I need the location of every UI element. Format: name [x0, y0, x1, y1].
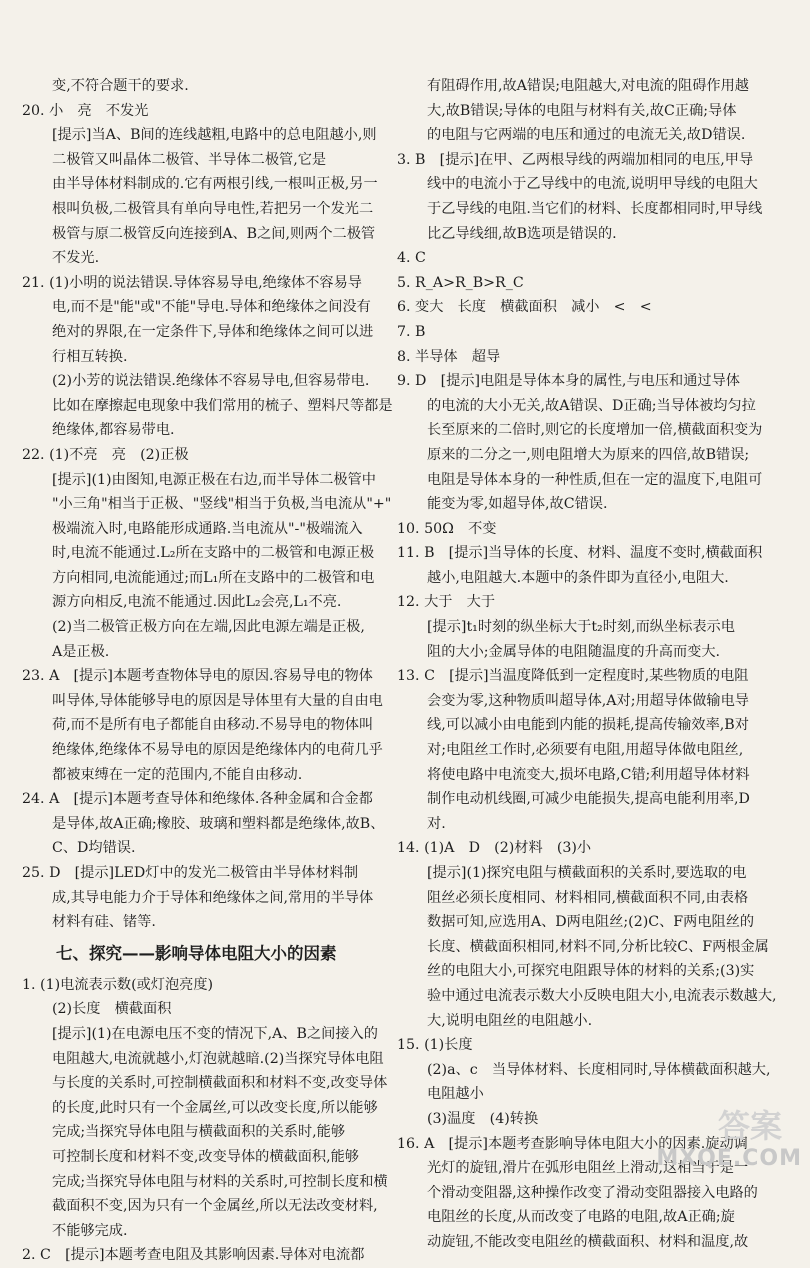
answer-text-line: [提示](1)在电源电压不变的情况下,A、B之间接入的 [52, 1025, 378, 1042]
answer-item-line: 6. 变大 长度 横截面积 减小 < < [397, 299, 652, 316]
answer-text-line: 比如在摩擦起电现象中我们常用的梳子、塑料尺等都是 [52, 397, 393, 414]
answer-text-line: 绝缘体,绝缘体不易导电的原因是绝缘体内的电荷几乎 [52, 742, 383, 759]
answer-text-line: 电阻越大,电流就越小,灯泡就越暗.(2)当探究导体电阻 [52, 1050, 384, 1067]
answer-text-line: 由半导体材料制成的.它有两根引线,一根叫正极,另一 [52, 176, 378, 193]
answer-text-line: 阻丝必须长度相同、材料相同,横截面积不同,由表格 [427, 889, 749, 906]
answer-text-line: 电阻越小 [427, 1086, 484, 1103]
answer-item-line: 16. A [提示]本题考查影响导体电阻大小的因素.旋动调 [397, 1135, 748, 1152]
answer-item-line: 12. 大于 大于 [397, 594, 496, 611]
answer-item-line: 10. 50Ω 不变 [397, 520, 497, 537]
answer-item-line: 14. (1)A D (2)材料 (3)小 [397, 840, 592, 857]
answer-text-line: 都被束缚在一定的范围内,不能自由移动. [52, 766, 303, 783]
answer-item-line: 20. 小 亮 不发光 [22, 102, 149, 119]
answer-text-line: 荷,而不是所有电子都能自由移动.不易导电的物体叫 [52, 717, 374, 734]
answer-text-line: 极管与原二极管反向连接到A、B之间,则两个二极管 [52, 225, 376, 242]
answer-text-line: 长至原来的二倍时,则它的长度增加一倍,横截面积变为 [427, 422, 763, 439]
answer-text-line: 极端流入时,电路能形成通路.当电流从"-"极端流入 [52, 520, 363, 537]
answer-text-line: 完成;当探究导体电阻与横截面积的关系时,能够 [52, 1124, 346, 1141]
answer-text-line: 材料有硅、锗等. [52, 914, 156, 931]
answer-text-line: 的长度,此时只有一个金属丝,可以改变长度,所以能够 [52, 1099, 378, 1116]
answer-item-line: 25. D [提示]LED灯中的发光二极管由半导体材料制 [22, 865, 359, 881]
answer-text-line: 不能够完成. [52, 1222, 128, 1239]
answer-item-line: 11. B [提示]当导体的长度、材料、温度不变时,横截面积 [397, 545, 763, 562]
answer-text-line: 与长度的关系时,可控制横截面积和材料不变,改变导体 [52, 1075, 388, 1092]
answer-item-line: 5. R_A>R_B>R_C [397, 274, 524, 291]
section-heading: 七、探究——影响导体电阻大小的因素 [56, 943, 337, 963]
answer-item-line: 22. (1)不亮 亮 (2)正极 [22, 446, 189, 463]
answer-text-line: 个滑动变阻器,这种操作改变了滑动变阻器接入电路的 [427, 1184, 758, 1201]
answer-text-line: 电阻丝的长度,从而改变了电路的电阻,故A正确;旋 [427, 1209, 735, 1226]
answer-text-line: 不发光. [52, 250, 100, 267]
answer-text-line: 可控制长度和材料不变,改变导体的横截面积,能够 [52, 1148, 359, 1165]
answer-text-line: (2)长度 横截面积 [52, 1001, 172, 1018]
answer-text-line: 比乙导线细,故B选项是错误的. [427, 225, 617, 242]
answer-text-line: [提示](1)由图知,电源正极在右边,而半导体二极管中 [52, 471, 376, 488]
answer-text-line: 有阻碍作用,故A错误;电阻越大,对电流的阻碍作用越 [427, 78, 749, 94]
answer-text-line: 长度、横截面积相同,材料不同,分析比较C、F两根金属 [427, 938, 769, 955]
answer-text-line: 方向相同,电流能通过;而L₁所在支路中的二极管和电 [52, 569, 375, 586]
answer-text-line: A是正极. [52, 643, 110, 660]
answer-text-line: 验中通过电流表示数大小反映电阻大小,电流表示数越大, [427, 987, 777, 1004]
answer-text-line: (2)小芳的说法错误.绝缘体不容易导电,但容易带电. [52, 373, 370, 390]
answer-text-line: [提示]当A、B间的连线越粗,电路中的总电阻越小,则 [52, 127, 377, 144]
answer-text-line: 绝缘体,都容易带电. [52, 422, 175, 439]
answer-text-line: 对. [427, 815, 446, 832]
answer-text-line: C、D均错误. [52, 840, 136, 857]
answer-text-line: 会变为零,这种物质叫超导体,A对;用超导体做输电导 [427, 692, 749, 709]
answer-text-line: 源方向相反,电流不能通过.因此L₂会亮,L₁不亮. [52, 594, 342, 611]
answer-item-line: 15. (1)长度 [397, 1037, 473, 1054]
answer-text-line: 完成;当探究导体电阻与材料的关系时,可控制长度和横 [52, 1173, 388, 1190]
answer-text-line: 截面积不变,因为只有一个金属丝,所以无法改变材料, [52, 1198, 378, 1215]
answer-text-line: 动旋钮,不能改变电阻丝的横截面积、材料和温度,故 [427, 1233, 749, 1250]
answer-text-line: (3)温度 (4)转换 [427, 1110, 539, 1127]
answer-item-line: 1. (1)电流表示数(或灯泡亮度) [22, 976, 214, 993]
answer-text-line: 阻的大小;金属导体的电阻随温度的升高而变大. [427, 643, 721, 660]
answer-text-line: 电阻是导体本身的一种性质,但在一定的温度下,电阻可 [427, 471, 763, 488]
answer-text-line: 线,可以减小由电能到内能的损耗,提高传输效率,B对 [427, 717, 749, 734]
answer-text-line: 叫导体,导体能够导电的原因是导体里有大量的自由电 [52, 692, 383, 709]
answer-text-line: 时,电流不能通过.L₂所在支路中的二极管和电源正极 [52, 545, 375, 562]
answer-text-line: 电,而不是"能"或"不能"导电.导体和绝缘体之间没有 [52, 299, 371, 316]
answer-item-line: 3. B [提示]在甲、乙两根导线的两端加相同的电压,甲导 [397, 151, 754, 168]
answer-text-line: 根叫负极,二极管具有单向导电性,若把另一个发光二 [52, 200, 374, 217]
answer-text-line: 对;电阻丝工作时,必须要有电阻,用超导体做电阻丝, [427, 742, 744, 759]
answer-text-line: 成,其导电能力介于导体和绝缘体之间,常用的半导体 [52, 889, 374, 906]
answer-item-line: 24. A [提示]本题考查导体和绝缘体.各种金属和合金都 [22, 791, 373, 808]
answer-text-line: "小三角"相当于正极、"竖线"相当于负极,当电流从"+" [52, 496, 392, 513]
right-column [397, 74, 785, 1255]
answer-text-line: 的电流的大小无关,故A错误、D正确;当导体被均匀拉 [427, 397, 756, 414]
answer-text-line: 的电阻与它两端的电压和通过的电流无关,故D错误. [427, 127, 746, 144]
answer-item-line: 4. C [397, 250, 426, 267]
answer-text-line: 越小,电阻越大.本题中的条件即为直径小,电阻大. [427, 569, 729, 586]
answer-text-line: 将使电路中电流变大,损坏电路,C错;利用超导体材料 [427, 766, 750, 783]
answer-item-line: 8. 半导体 超导 [397, 348, 501, 365]
answer-text-line: 变,不符合题干的要求. [52, 78, 189, 94]
answer-text-line: 二极管又叫晶体二极管、半导体二极管,它是 [52, 151, 327, 168]
answer-text-line: 于乙导线的电阻.当它们的材料、长度都相同时,甲导线 [427, 200, 763, 217]
watermark-logo: 答案 [717, 1107, 782, 1145]
answer-text-line: [提示]t₁时刻的纵坐标大于t₂时刻,而纵坐标表示电 [427, 619, 735, 636]
answer-text-line: (2)a、c 当导体材料、长度相同时,导体横截面积越大, [427, 1061, 771, 1078]
answer-text-line: 绝对的界限,在一定条件下,导体和绝缘体之间可以进 [52, 323, 374, 340]
answer-text-line: 线中的电流小于乙导线中的电流,说明甲导线的电阻大 [427, 176, 758, 193]
answer-text-line: 制作电动机线圈,可减少电能损失,提高电能利用率,D [427, 791, 750, 808]
answer-text-line: 行相互转换. [52, 348, 128, 365]
watermark-text: MXQE.COM [656, 1146, 802, 1171]
answer-text-line: [提示](1)探究电阻与横截面积的关系时,要选取的电 [427, 865, 747, 881]
answer-item-line: 13. C [提示]当温度降低到一定程度时,某些物质的电阻 [397, 668, 749, 685]
answer-text-line: 能变为零,如超导体,故C错误. [427, 496, 608, 513]
answer-text-line: 光灯的旋钮,滑片在弧形电阻丝上滑动,这相当于是一 [427, 1160, 749, 1177]
answer-text-line: (2)当二极管正极方向在左端,因此电源左端是正极, [52, 619, 365, 636]
answer-item-line: 9. D [提示]电阻是导体本身的属性,与电压和通过导体 [397, 373, 740, 390]
left-column [22, 74, 394, 1268]
answer-text-line: 数据可知,应选用A、D两电阻丝;(2)C、F两电阻丝的 [427, 914, 755, 931]
answer-item-line: 7. B [397, 323, 426, 340]
answer-text-line: 丝的电阻大小,可探究电阻跟导体的材料的关系;(3)实 [427, 963, 755, 980]
answer-item-line: 23. A [提示]本题考查物体导电的原因.容易导电的物体 [22, 668, 373, 685]
answer-text-line: 原来的二分之一,则电阻增大为原来的四倍,故B错误; [427, 446, 750, 463]
answer-item-line: 2. C [提示]本题考查电阻及其影响因素.导体对电流都 [22, 1247, 365, 1264]
answer-item-line: 21. (1)小明的说法错误.导体容易导电,绝缘体不容易导 [22, 274, 362, 291]
answer-text-line: 大,故B错误;导体的电阻与材料有关,故C正确;导体 [427, 102, 737, 119]
answer-text-line: 大,说明电阻丝的电阻越小. [427, 1012, 593, 1029]
answer-text-line: 是导体,故A正确;橡胶、玻璃和塑料都是绝缘体,故B、 [52, 815, 385, 832]
